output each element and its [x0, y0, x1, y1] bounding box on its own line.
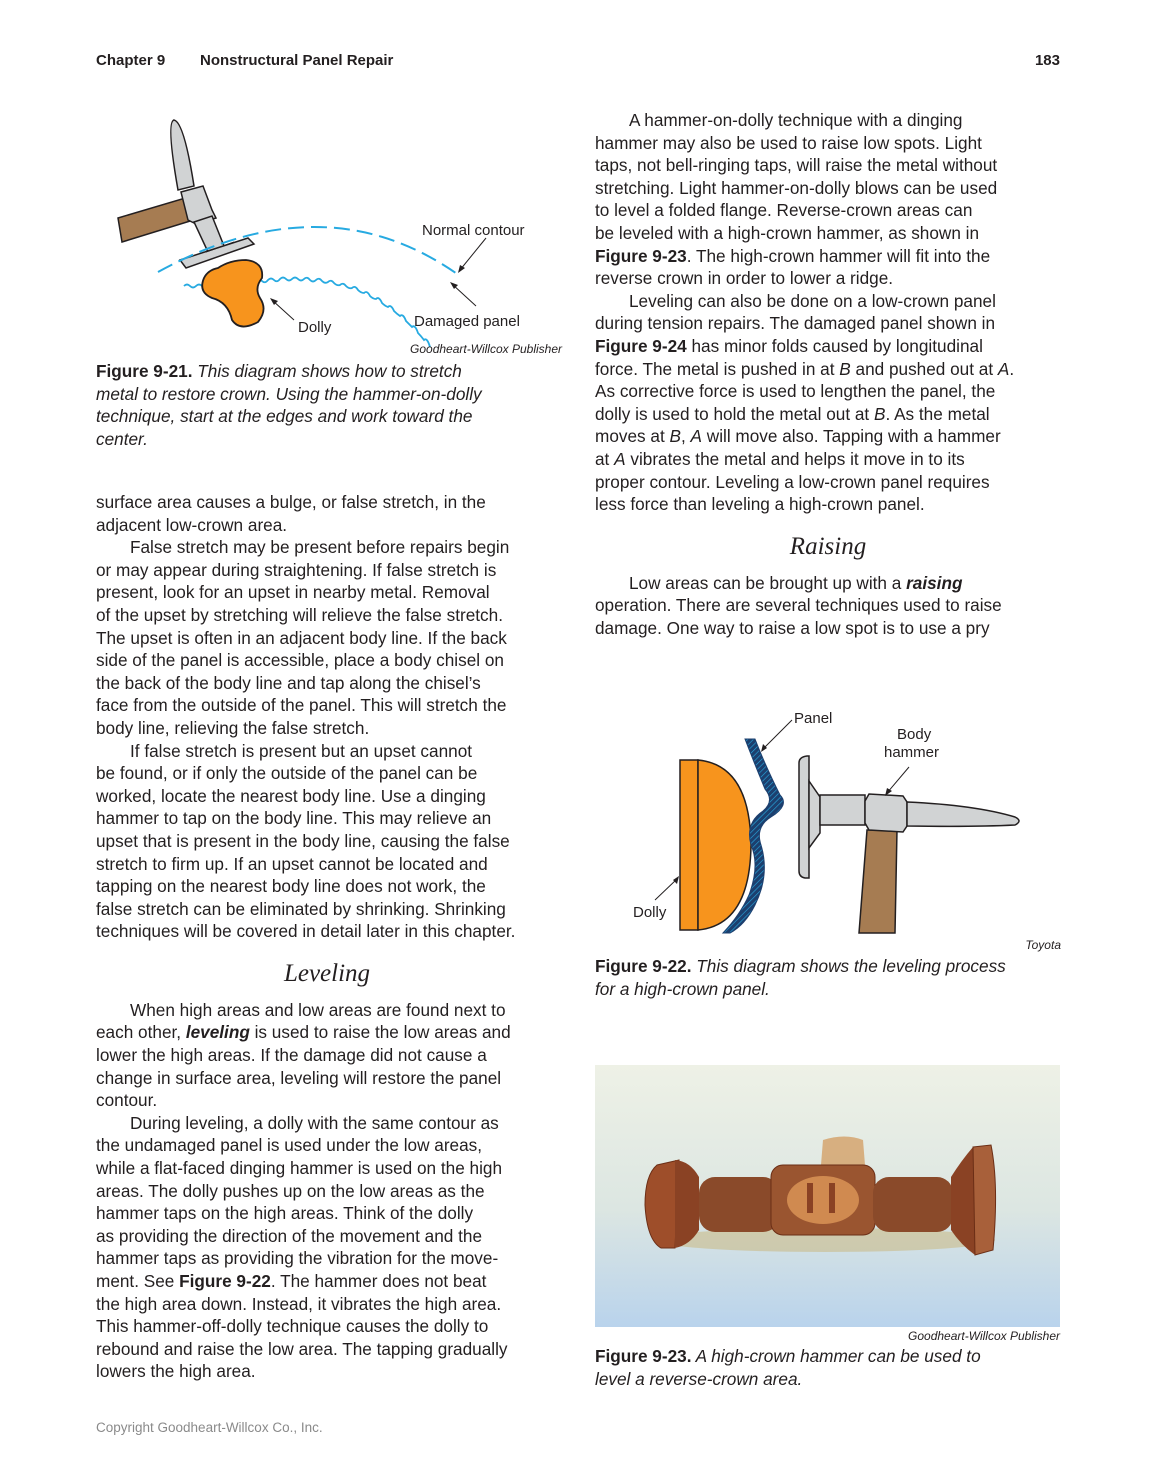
paragraph	[595, 109, 1061, 290]
text-line: areas. The dolly pushes up on the low areas as the	[96, 1180, 485, 1201]
text-line	[595, 335, 1061, 358]
text-line: lowers the high area.	[96, 1361, 256, 1382]
figure-label: Figure 9-21.	[96, 361, 193, 381]
text-line: proper contour. Leveling a low-crown panel requires	[595, 471, 990, 492]
text-line: be found, or if only the outside of the panel can be	[96, 763, 478, 784]
text-line: reverse crown in order to lower a ridge.	[595, 268, 894, 289]
body-hammer-label-line1: Body	[897, 726, 932, 743]
body-hammer-label-line2: hammer	[884, 744, 940, 761]
damaged-panel-label: Damaged panel	[414, 313, 520, 330]
caption-text: level a reverse-crown area.	[595, 1368, 803, 1389]
section-heading-leveling: Leveling	[283, 959, 371, 987]
text-line: When high areas and low areas are found next to	[130, 999, 506, 1020]
text-fragment: . The high-crown hammer will fit into the	[686, 245, 991, 266]
text-line: upset that is present in the body line, causing the false	[96, 830, 510, 851]
text-line: This hammer-off-dolly technique causes the dolly to	[96, 1316, 489, 1337]
paragraph	[96, 536, 558, 739]
figure-9-22	[595, 705, 1061, 955]
figure-9-21	[96, 110, 562, 360]
text-line: contour.	[96, 1090, 158, 1111]
chapter-title: Nonstructural Panel Repair	[200, 52, 394, 69]
text-line	[595, 245, 1061, 268]
point-b: B	[669, 426, 681, 447]
text-fragment: force. The metal is pushed in at	[595, 358, 840, 379]
text-line: during tension repairs. The damaged panel shown in	[595, 313, 996, 334]
point-b: B	[839, 358, 851, 379]
text-line: taps, not bell-ringing taps, will raise the metal without	[595, 155, 998, 176]
text-line: Leveling can also be done on a low-crown panel	[629, 290, 996, 311]
text-fragment: . As the metal	[885, 403, 990, 424]
text-fragment: is used to raise the low areas and	[249, 1022, 511, 1043]
text-line: as providing the direction of the movement and the	[96, 1225, 482, 1246]
page-number: 183	[1034, 52, 1060, 69]
text-line: change in surface area, leveling will restore the panel	[96, 1067, 502, 1088]
dolly-label: Dolly	[298, 319, 332, 336]
text-fragment: moves at	[595, 426, 670, 447]
paragraph	[96, 740, 558, 943]
figure-reference: Figure 9-23	[595, 245, 687, 266]
text-line: hammer taps as providing the vibration for the move-	[96, 1248, 499, 1269]
panel-label: Panel	[794, 710, 833, 727]
text-line: or may appear during straightening. If false stretch is	[96, 559, 497, 580]
text-line	[96, 1270, 558, 1293]
text-fragment: ment. See	[96, 1271, 180, 1291]
text-fragment: vibrates the metal and helps it move in to its	[625, 448, 965, 469]
normal-contour-label: Normal contour	[422, 222, 525, 239]
text-line: damage. One way to raise a low spot is to use a pry	[595, 617, 990, 638]
high-crown-hammer-photo	[595, 1065, 1060, 1327]
text-fragment: ,	[680, 426, 691, 447]
point-a: A	[614, 448, 626, 469]
text-line: As corrective force is used to lengthen the panel, the	[595, 381, 996, 402]
figure-credit: Goodheart-Willcox Publisher	[410, 342, 562, 356]
chapter-number: Chapter 9	[96, 52, 166, 69]
text-line: present, look for an upset in nearby metal. Removal	[96, 582, 490, 603]
figure-label: Figure 9-22.	[595, 956, 692, 976]
text-line: face from the outside of the panel. This will stretch the	[96, 695, 507, 716]
text-line	[595, 448, 1061, 471]
text-line: stretching. Light hammer-on-dolly blows can be used	[595, 177, 998, 198]
text-line: The upset is often in an adjacent body line. If the back	[96, 627, 507, 648]
caption-text: metal to restore crown. Using the hammer-on-dolly	[96, 383, 482, 404]
text-line: side of the panel is accessible, place a body chisel on	[96, 650, 504, 671]
caption-text: for a high-crown panel.	[595, 978, 770, 999]
text-line: the undamaged panel is used under the low areas,	[96, 1135, 483, 1156]
text-line	[595, 425, 1061, 448]
left-column-text	[96, 491, 558, 1383]
text-fragment: at	[595, 448, 615, 469]
text-line: false stretch can be eliminated by shrinking. Shrinking	[96, 898, 506, 919]
figure-9-23-caption	[595, 1345, 1061, 1390]
point-a: A	[690, 426, 703, 447]
right-column-text	[595, 109, 1061, 639]
caption-text: This diagram shows the leveling process	[691, 956, 1006, 976]
text-line: stretch to firm up. If an upset cannot be located and	[96, 853, 488, 874]
text-fragment: has minor folds caused by longitudinal	[686, 335, 983, 356]
figure-credit: Goodheart-Willcox Publisher	[908, 1329, 1060, 1343]
text-line: the back of the body line and tap along the chisel’s	[96, 672, 481, 693]
figure-reference: Figure 9-24	[595, 335, 687, 356]
text-line: hammer may also be used to raise low spots. Light	[595, 132, 982, 153]
text-fragment: Low areas can be brought up with a	[629, 572, 907, 593]
paragraph	[595, 572, 1061, 640]
text-line: to level a folded flange. Reverse-crown areas can	[595, 200, 973, 221]
text-line: operation. There are several techniques used to raise	[595, 595, 1002, 616]
paragraph	[96, 491, 558, 536]
figure-reference: Figure 9-22	[179, 1271, 271, 1291]
text-line	[595, 358, 1061, 381]
text-fragment: and pushed out at	[850, 358, 998, 379]
text-line: False stretch may be present before repairs begin	[130, 537, 510, 558]
text-line: During leveling, a dolly with the same contour as	[130, 1112, 499, 1133]
text-line	[595, 403, 1061, 426]
paragraph	[96, 999, 558, 1112]
text-line: be leveled with a high-crown hammer, as shown in	[595, 222, 980, 243]
text-line: the high area down. Instead, it vibrates the high area.	[96, 1293, 502, 1314]
caption-text: A high-crown hammer can be used to	[691, 1346, 981, 1366]
text-line: of the upset by stretching will relieve the false stretch.	[96, 604, 503, 625]
paragraph	[595, 290, 1061, 516]
text-line: techniques will be covered in detail later in this chapter.	[96, 921, 516, 942]
key-term-raising: raising	[906, 572, 963, 593]
caption-text: center.	[96, 428, 148, 449]
text-fragment: each other,	[96, 1022, 186, 1043]
text-line: hammer taps on the high areas. Think of the dolly	[96, 1203, 474, 1224]
text-fragment: dolly is used to hold the metal out at	[595, 403, 874, 424]
figure-credit: Toyota	[1025, 938, 1061, 952]
running-head	[96, 52, 1060, 72]
text-fragment: . The hammer does not beat	[270, 1271, 487, 1291]
text-fragment: .	[1009, 358, 1015, 379]
text-line: rebound and raise the low area. The tapping gradually	[96, 1338, 508, 1359]
text-line	[595, 572, 1061, 595]
figure-9-21-caption	[96, 360, 558, 450]
copyright-footer: Copyright Goodheart-Willcox Co., Inc.	[96, 1420, 323, 1435]
point-b: B	[874, 403, 886, 424]
text-line: surface area causes a bulge, or false stretch, in the	[96, 492, 486, 512]
section-heading-raising: Raising	[789, 532, 867, 560]
paragraph	[96, 1112, 558, 1383]
key-term-leveling: leveling	[185, 1022, 250, 1043]
text-line: worked, locate the nearest body line. Use a dinging	[96, 785, 486, 806]
text-line: while a flat-faced dinging hammer is used on the high	[96, 1158, 503, 1179]
dolly-label: Dolly	[633, 904, 667, 921]
figure-label: Figure 9-23.	[595, 1346, 692, 1366]
text-fragment: will move also. Tapping with a hammer	[702, 426, 1001, 447]
text-line: If false stretch is present but an upset cannot	[130, 740, 473, 761]
text-line: lower the high areas. If the damage did not cause a	[96, 1045, 487, 1066]
point-a: A	[997, 358, 1010, 379]
text-line: tapping on the nearest body line does not work, the	[96, 876, 486, 897]
figure-9-22-caption	[595, 955, 1061, 1000]
text-line: adjacent low-crown area.	[96, 514, 288, 535]
caption-text: technique, start at the edges and work toward the	[96, 406, 473, 427]
text-line: A hammer-on-dolly technique with a dinging	[629, 110, 963, 130]
text-line	[96, 1021, 558, 1044]
text-line: less force than leveling a high-crown panel.	[595, 494, 925, 515]
text-line: body line, relieving the false stretch.	[96, 717, 370, 738]
figure-9-23	[595, 1065, 1060, 1327]
caption-text: This diagram shows how to stretch	[192, 361, 462, 381]
text-line: hammer to tap on the body line. This may relieve an	[96, 808, 492, 829]
